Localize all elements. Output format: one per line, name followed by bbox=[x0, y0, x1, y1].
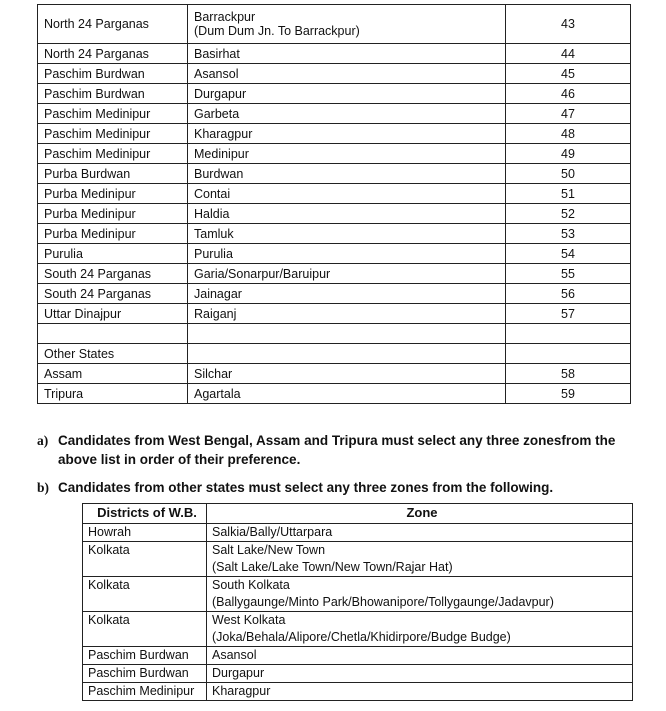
district-cell: Kolkata bbox=[83, 577, 207, 612]
district-cell: Kolkata bbox=[83, 612, 207, 647]
zone-number-cell: 58 bbox=[506, 364, 631, 384]
empty-cell bbox=[38, 324, 188, 344]
table-row bbox=[83, 612, 633, 647]
zone-line-1: Asansol bbox=[212, 648, 257, 662]
district-cell: Paschim Burdwan bbox=[83, 665, 207, 683]
table-row bbox=[38, 84, 631, 104]
zone-cell: Durgapur bbox=[188, 84, 506, 104]
district-cell: Paschim Burdwan bbox=[38, 84, 188, 104]
district-cell: Paschim Medinipur bbox=[38, 124, 188, 144]
zone-line-1: South Kolkata bbox=[212, 578, 290, 592]
district-cell: Purba Medinipur bbox=[38, 204, 188, 224]
zone-cell: Kharagpur bbox=[188, 124, 506, 144]
district-cell: Purba Burdwan bbox=[38, 164, 188, 184]
district-cell: Paschim Burdwan bbox=[38, 64, 188, 84]
table-row bbox=[38, 244, 631, 264]
zone-table-header-row bbox=[83, 504, 633, 524]
table-row bbox=[83, 577, 633, 612]
district-cell: Assam bbox=[38, 364, 188, 384]
zone-cell: Garia/Sonarpur/Baruipur bbox=[188, 264, 506, 284]
table-row bbox=[38, 184, 631, 204]
district-cell: Purulia bbox=[38, 244, 188, 264]
zone-number-cell: 56 bbox=[506, 284, 631, 304]
note-b-text: Candidates from other states must select any three zones from the following. bbox=[58, 480, 554, 495]
table-row bbox=[38, 224, 631, 244]
table-row bbox=[38, 284, 631, 304]
district-cell: Purba Medinipur bbox=[38, 184, 188, 204]
table-row bbox=[83, 647, 633, 665]
zone-cell: Raiganj bbox=[188, 304, 506, 324]
district-cell: South 24 Parganas bbox=[38, 264, 188, 284]
table-row bbox=[38, 164, 631, 184]
table-row bbox=[83, 683, 633, 701]
zone-number-cell: 44 bbox=[506, 44, 631, 64]
zone-cell: Agartala bbox=[188, 384, 506, 404]
note-b-label: b) bbox=[37, 480, 50, 495]
district-cell: Paschim Medinipur bbox=[83, 683, 207, 701]
zone-line-1: West Kolkata bbox=[212, 613, 286, 627]
district-cell: Paschim Burdwan bbox=[83, 647, 207, 665]
table-row bbox=[38, 64, 631, 84]
table-row bbox=[38, 44, 631, 64]
empty-cell bbox=[188, 344, 506, 364]
table-row bbox=[38, 364, 631, 384]
district-cell: Howrah bbox=[83, 524, 207, 542]
table-row bbox=[38, 264, 631, 284]
empty-cell bbox=[188, 324, 506, 344]
zone-cell bbox=[207, 647, 633, 665]
zone-number-cell: 52 bbox=[506, 204, 631, 224]
district-cell: Uttar Dinajpur bbox=[38, 304, 188, 324]
table-row bbox=[83, 665, 633, 683]
zone-line-1: Kharagpur bbox=[212, 684, 271, 698]
district-cell: Paschim Medinipur bbox=[38, 144, 188, 164]
zone-cell: Haldia bbox=[188, 204, 506, 224]
table-row bbox=[38, 204, 631, 224]
zone-number-cell: 50 bbox=[506, 164, 631, 184]
zone-line-1: Salkia/Bally/Uttarpara bbox=[212, 525, 333, 539]
zone-line-2: (Dum Dum Jn. To Barrackpur) bbox=[194, 24, 360, 38]
zone-cell: Basirhat bbox=[188, 44, 506, 64]
zone-cell bbox=[207, 542, 633, 577]
table-row bbox=[38, 104, 631, 124]
other-states-row bbox=[38, 344, 631, 364]
zone-table-body bbox=[83, 524, 633, 701]
zone-cell: Tamluk bbox=[188, 224, 506, 244]
zone-cell: Medinipur bbox=[188, 144, 506, 164]
zone-cell: Jainagar bbox=[188, 284, 506, 304]
zone-number-cell: 47 bbox=[506, 104, 631, 124]
zone-cell: Silchar bbox=[188, 364, 506, 384]
district-cell: South 24 Parganas bbox=[38, 284, 188, 304]
other-states-zone-table bbox=[82, 503, 633, 701]
table-row bbox=[38, 304, 631, 324]
district-cell: Purba Medinipur bbox=[38, 224, 188, 244]
zone-cell bbox=[207, 683, 633, 701]
zone-cell: Burdwan bbox=[188, 164, 506, 184]
empty-cell bbox=[506, 324, 631, 344]
zone-number-cell: 53 bbox=[506, 224, 631, 244]
zone-line-1: Salt Lake/New Town bbox=[212, 543, 326, 557]
exam-zone-table bbox=[37, 4, 631, 404]
empty-row bbox=[38, 324, 631, 344]
header-districts: Districts of W.B. bbox=[83, 504, 207, 524]
zone-cell bbox=[207, 577, 633, 612]
zone-number-cell: 45 bbox=[506, 64, 631, 84]
zone-number-cell: 46 bbox=[506, 84, 631, 104]
table-row bbox=[38, 384, 631, 404]
table-row bbox=[83, 542, 633, 577]
zone-line-2: (Joka/Behala/Alipore/Chetla/Khidirpore/Budge Budge) bbox=[212, 630, 511, 644]
empty-cell bbox=[506, 344, 631, 364]
zone-number-cell: 55 bbox=[506, 264, 631, 284]
note-a bbox=[37, 431, 618, 469]
zone-cell bbox=[207, 665, 633, 683]
zone-cell bbox=[207, 524, 633, 542]
exam-zone-table-body bbox=[38, 5, 631, 404]
zone-number-cell: 59 bbox=[506, 384, 631, 404]
district-cell: Kolkata bbox=[83, 542, 207, 577]
zone-line-1: Durgapur bbox=[212, 666, 265, 680]
district-cell: North 24 Parganas bbox=[38, 5, 188, 44]
zone-cell: Garbeta bbox=[188, 104, 506, 124]
district-cell: North 24 Parganas bbox=[38, 44, 188, 64]
zone-number-cell: 49 bbox=[506, 144, 631, 164]
note-b bbox=[37, 478, 618, 497]
other-states-label: Other States bbox=[38, 344, 188, 364]
zone-line-1: Barrackpur bbox=[194, 10, 256, 24]
table-row bbox=[38, 144, 631, 164]
zone-line-2: (Ballygaunge/Minto Park/Bhowanipore/Tollygaunge/Jadavpur) bbox=[212, 595, 554, 609]
header-zone: Zone bbox=[207, 504, 633, 524]
district-cell: Tripura bbox=[38, 384, 188, 404]
zone-number-cell: 43 bbox=[506, 5, 631, 44]
zone-cell: Contai bbox=[188, 184, 506, 204]
zone-number-cell: 57 bbox=[506, 304, 631, 324]
zone-number-cell: 54 bbox=[506, 244, 631, 264]
district-cell: Paschim Medinipur bbox=[38, 104, 188, 124]
table-row bbox=[38, 5, 631, 44]
note-a-text: Candidates from West Bengal, Assam and Tripura must select any three zonesfrom the above list in order of their preference. bbox=[58, 433, 616, 467]
note-a-label: a) bbox=[37, 433, 49, 448]
zone-number-cell: 48 bbox=[506, 124, 631, 144]
zone-line-2: (Salt Lake/Lake Town/New Town/Rajar Hat) bbox=[212, 560, 453, 574]
zone-cell: Asansol bbox=[188, 64, 506, 84]
table-row bbox=[38, 124, 631, 144]
zone-cell bbox=[207, 612, 633, 647]
zone-number-cell: 51 bbox=[506, 184, 631, 204]
zone-cell bbox=[188, 5, 506, 44]
zone-cell: Purulia bbox=[188, 244, 506, 264]
table-row bbox=[83, 524, 633, 542]
